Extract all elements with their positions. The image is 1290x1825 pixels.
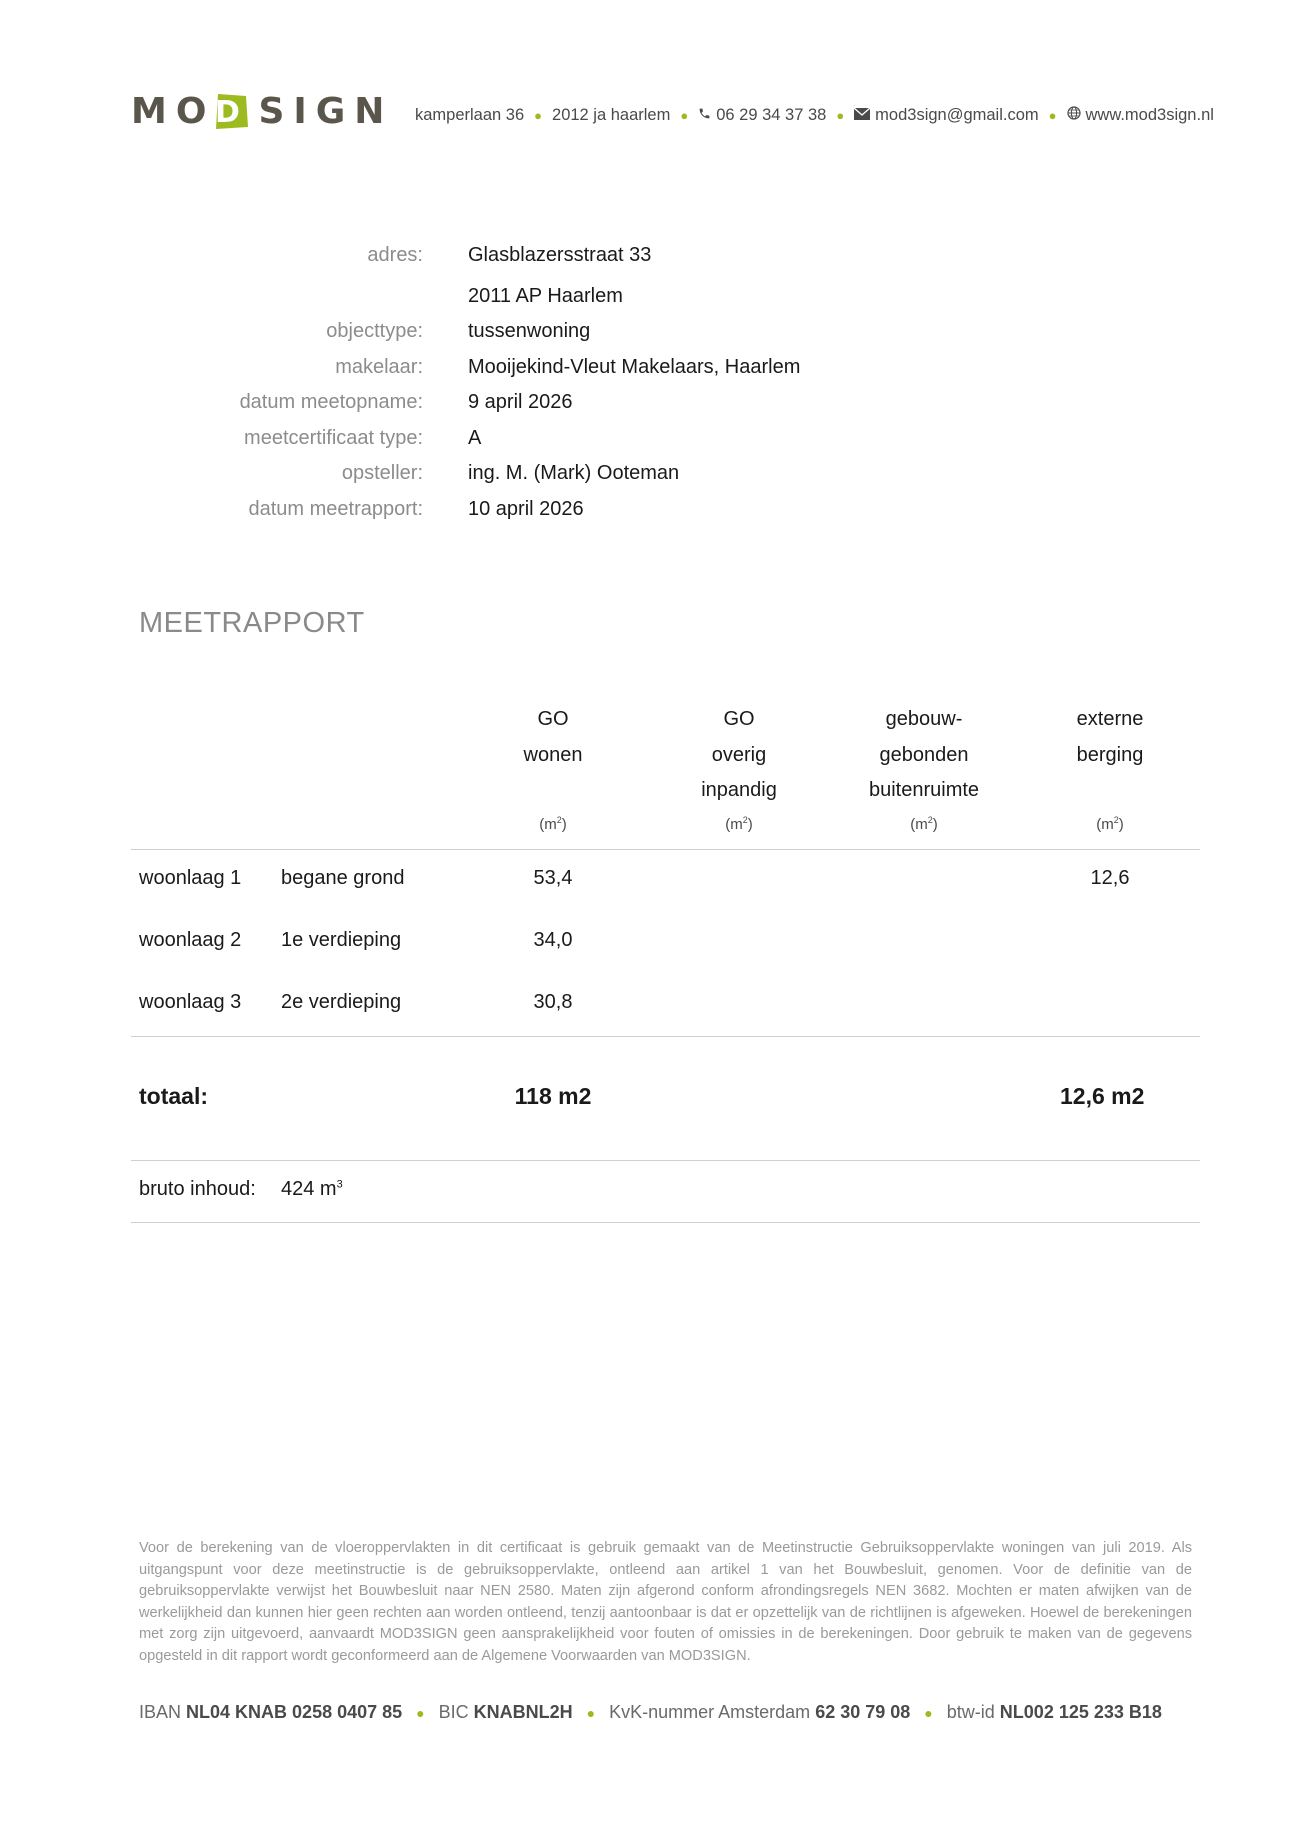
makelaar-label: makelaar: bbox=[335, 356, 423, 378]
objecttype-label: objecttype: bbox=[326, 320, 423, 342]
unit-base: (m bbox=[910, 816, 928, 833]
column-header-line: externe bbox=[1076, 708, 1144, 730]
column-header-go-overig bbox=[639, 702, 839, 809]
opsteller-label: opsteller: bbox=[341, 462, 423, 484]
info-adres-row bbox=[0, 244, 1290, 274]
meetrapport-label: datum meetrapport: bbox=[248, 498, 423, 520]
objecttype-value: tussenwoning bbox=[468, 320, 591, 342]
disclaimer-text: Voor de berekening van de vloeroppervlakten in dit certificaat is gebruik gemaakt van de Meetinstructie Gebruiksoppervlakte woningen van juli 2019. Als uitgangspunt voor deze meetinstructie is de gebruiksoppervlakte, ontleend aan artikel 1 van het Bouwbesluit, genomen. Voor de definitie van de gebruiksoppervlakte verwijst het Bouwbesluit naar NEN 2580. Maten zijn afgerond conform afrondingsregels NEN 3682. Mochten er maten afwijken van de werkelijkheid dan kunnen hier geen rechten aan worden ontleend, tenzij aantoonbaar is dat er opzettelijk van de richtlijnen is afgeweken. Hoewel de berekeningen met zorg zijn uitgevoerd, aanvaardt MOD3SIGN geen aansprakelijkheid voor fouten of omissies in de berekeningen. Door gebruik te maken van de gegevens opgesteld in dit rapport wordt geconformeerd aan de Algemene Voorwaarden van MOD3SIGN. bbox=[139, 1540, 1192, 1664]
unit-base: (m bbox=[539, 816, 557, 833]
btw-value: NL002 125 233 B18 bbox=[999, 1702, 1162, 1722]
globe-icon bbox=[1067, 106, 1081, 125]
info-meetopname-row bbox=[0, 391, 1290, 421]
row-floor: begane grond bbox=[281, 867, 405, 889]
separator-dot-icon: ● bbox=[534, 108, 543, 123]
bruto-label: bruto inhoud: bbox=[139, 1178, 256, 1200]
total-externe-berging: 12,6 m2 bbox=[1060, 1083, 1145, 1109]
separator-dot-icon: ● bbox=[836, 108, 845, 123]
bic-value: KNABNL2H bbox=[473, 1702, 573, 1722]
makelaar-value: Mooijekind-Vleut Makelaars, Haarlem bbox=[468, 356, 801, 378]
row-floor: 1e verdieping bbox=[281, 929, 402, 951]
unit-close: ) bbox=[932, 816, 938, 833]
column-header-go-wonen bbox=[453, 702, 653, 773]
row-externe-berging: 12,6 bbox=[1090, 867, 1130, 889]
kvk-value: 62 30 79 08 bbox=[815, 1702, 911, 1722]
column-header-line: overig bbox=[711, 743, 767, 766]
row-go-wonen: 30,8 bbox=[533, 991, 573, 1013]
contact-address: kamperlaan 36 bbox=[415, 106, 525, 124]
iban-label: IBAN bbox=[139, 1702, 182, 1722]
company-logo bbox=[131, 91, 393, 131]
unit-sup: 2 bbox=[742, 815, 748, 825]
envelope-icon bbox=[854, 106, 870, 125]
meetopname-value: 9 april 2026 bbox=[468, 391, 573, 413]
certificaat-value: A bbox=[468, 427, 482, 449]
info-makelaar-row bbox=[0, 356, 1290, 386]
unit-base: (m bbox=[725, 816, 743, 833]
row-level: woonlaag 1 bbox=[139, 867, 242, 889]
column-header-line: berging bbox=[1076, 743, 1144, 766]
meetrapport-value: 10 april 2026 bbox=[468, 498, 584, 520]
logo-accent-box bbox=[215, 92, 249, 130]
unit-label bbox=[453, 815, 653, 833]
column-header-line: wonen bbox=[523, 743, 583, 766]
unit-sup: 2 bbox=[556, 815, 562, 825]
phone-icon bbox=[698, 106, 711, 125]
separator-dot-icon: ● bbox=[416, 1704, 425, 1721]
adres-line1: Glasblazersstraat 33 bbox=[468, 244, 652, 266]
opsteller-value: ing. M. (Mark) Ooteman bbox=[468, 462, 680, 484]
table-divider bbox=[131, 1160, 1200, 1161]
bruto-sup: 3 bbox=[336, 1178, 343, 1191]
info-certificaat-row bbox=[0, 427, 1290, 457]
contact-postcode: 2012 ja haarlem bbox=[552, 106, 671, 124]
unit-label bbox=[824, 815, 1024, 833]
column-header-line: inpandig bbox=[701, 779, 777, 801]
info-opsteller-row bbox=[0, 462, 1290, 492]
bic-label: BIC bbox=[438, 1702, 469, 1722]
info-meetrapport-row bbox=[0, 498, 1290, 528]
table-divider bbox=[131, 1036, 1200, 1037]
unit-sup: 2 bbox=[927, 815, 933, 825]
separator-dot-icon: ● bbox=[586, 1704, 596, 1721]
info-objecttype-row bbox=[0, 320, 1290, 350]
unit-close: ) bbox=[747, 816, 753, 833]
meetopname-label: datum meetopname: bbox=[239, 391, 423, 413]
separator-dot-icon: ● bbox=[1048, 108, 1057, 123]
unit-base: (m bbox=[1096, 816, 1114, 833]
column-header-line: buitenruimte bbox=[868, 779, 980, 801]
footer-bank-details bbox=[139, 1702, 1162, 1723]
logo-text-left: MO bbox=[131, 90, 216, 132]
report-title: MEETRAPPORT bbox=[139, 607, 365, 639]
column-header-line: GO bbox=[537, 708, 569, 730]
column-header-buitenruimte bbox=[824, 702, 1024, 809]
unit-close: ) bbox=[1118, 816, 1124, 833]
total-label: totaal: bbox=[139, 1083, 208, 1109]
table-divider bbox=[131, 1222, 1200, 1223]
bruto-number: 424 m bbox=[281, 1178, 337, 1200]
column-header-line: gebonden bbox=[879, 743, 969, 766]
row-go-wonen: 34,0 bbox=[533, 929, 573, 951]
table-divider bbox=[131, 849, 1200, 850]
iban-value: NL04 KNAB 0258 0407 85 bbox=[186, 1702, 403, 1722]
row-level: woonlaag 3 bbox=[139, 991, 242, 1013]
column-header-line: gebouw- bbox=[885, 708, 963, 730]
logo-letter: D bbox=[215, 95, 250, 130]
logo-text-right: SIGN bbox=[258, 90, 394, 132]
column-header-externe-berging bbox=[1010, 702, 1210, 773]
row-floor: 2e verdieping bbox=[281, 991, 402, 1013]
contact-website[interactable]: www.mod3sign.nl bbox=[1085, 106, 1214, 124]
unit-sup: 2 bbox=[1113, 815, 1119, 825]
btw-label: btw-id bbox=[946, 1702, 995, 1722]
separator-dot-icon: ● bbox=[680, 108, 689, 123]
unit-label bbox=[1010, 815, 1210, 833]
bruto-value bbox=[281, 1178, 343, 1201]
certificaat-label: meetcertificaat type: bbox=[244, 427, 423, 449]
unit-label bbox=[639, 815, 839, 833]
contact-email[interactable]: mod3sign@gmail.com bbox=[875, 106, 1039, 124]
separator-dot-icon: ● bbox=[924, 1704, 933, 1721]
unit-close: ) bbox=[561, 816, 567, 833]
kvk-label: KvK-nummer Amsterdam bbox=[609, 1702, 811, 1722]
row-level: woonlaag 2 bbox=[139, 929, 242, 951]
adres-line2: 2011 AP Haarlem bbox=[468, 285, 623, 307]
adres-label: adres: bbox=[367, 244, 423, 266]
contact-phone[interactable]: 06 29 34 37 38 bbox=[716, 106, 827, 124]
info-adres-row2 bbox=[0, 285, 1290, 315]
column-header-line: GO bbox=[723, 708, 755, 730]
contact-bar bbox=[415, 106, 1214, 125]
row-go-wonen: 53,4 bbox=[533, 867, 573, 889]
total-go-wonen: 118 m2 bbox=[514, 1083, 592, 1109]
